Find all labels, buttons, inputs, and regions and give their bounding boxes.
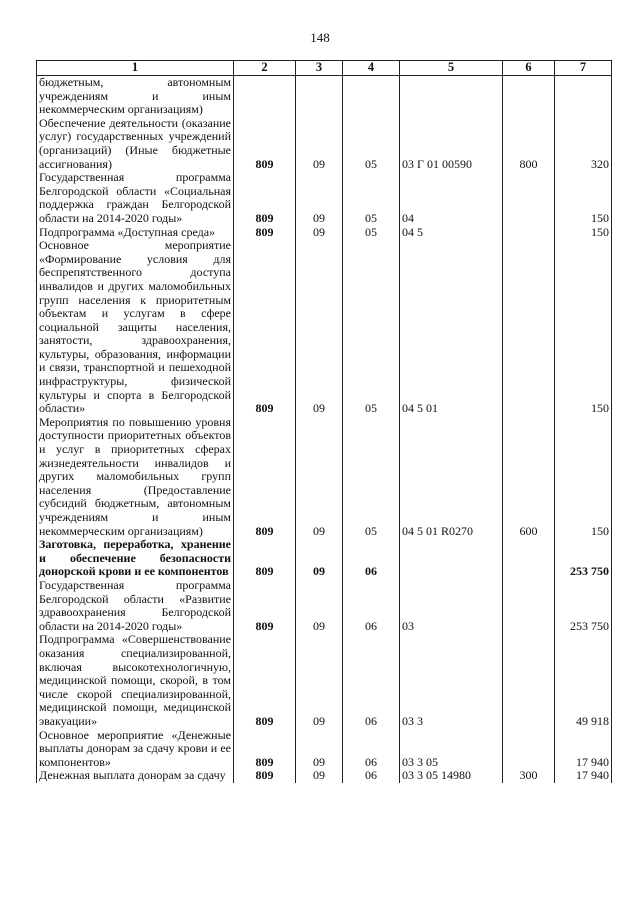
row-name-cell: Подпрограмма «Доступная среда» [37, 226, 234, 240]
row-rz-cell: 09 [296, 729, 343, 770]
row-csr-cell: 04 5 01 [400, 239, 503, 416]
row-rz-cell: 09 [296, 769, 343, 783]
row-rz-cell: 09 [296, 633, 343, 728]
row-gr-cell: 809 [234, 538, 296, 579]
row-csr-cell: 03 [400, 579, 503, 633]
table-row [37, 117, 612, 171]
row-csr-cell: 03 3 [400, 633, 503, 728]
column-header-4: 4 [343, 61, 400, 76]
column-header-1: 1 [37, 61, 234, 76]
row-vr-cell [503, 579, 555, 633]
row-vr-cell [503, 171, 555, 225]
row-rz-cell: 09 [296, 171, 343, 225]
row-sum-cell: 150 [555, 171, 612, 225]
row-name-cell: Подпрограмма «Совершенствование оказания специализированной, включая высокотехнологичную, медицинской помощи, скорой, в том числе скорой специализированной, медицинской помощи, медицинской эвакуации» [37, 633, 234, 728]
row-vr-cell [503, 226, 555, 240]
row-name-cell: Государственная программа Белгородской области «Социальная поддержка граждан Белгородской области на 2014-2020 годы» [37, 171, 234, 225]
row-vr-cell: 300 [503, 769, 555, 783]
row-sum-cell: 253 750 [555, 538, 612, 579]
table-row [37, 171, 612, 225]
row-csr-cell: 03 Г 01 00590 [400, 117, 503, 171]
row-vr-cell [503, 538, 555, 579]
row-csr-cell: 03 3 05 [400, 729, 503, 770]
table-header-row [37, 61, 612, 76]
row-pr-cell: 05 [343, 416, 400, 538]
row-gr-cell: 809 [234, 226, 296, 240]
row-gr-cell: 809 [234, 729, 296, 770]
row-gr-cell: 809 [234, 117, 296, 171]
row-vr-cell: 800 [503, 117, 555, 171]
row-pr-cell: 06 [343, 538, 400, 579]
row-rz-cell: 09 [296, 226, 343, 240]
row-sum-cell: 150 [555, 416, 612, 538]
row-sum-cell: 253 750 [555, 579, 612, 633]
table-row [37, 729, 612, 770]
row-name-cell: Денежная выплата донорам за сдачу [37, 769, 234, 783]
row-pr-cell: 06 [343, 633, 400, 728]
row-name-cell: Государственная программа Белгородской области «Развитие здравоохранения Белгородской области на 2014-2020 годы» [37, 579, 234, 633]
column-header-2: 2 [234, 61, 296, 76]
row-sum-cell [555, 76, 612, 117]
column-header-3: 3 [296, 61, 343, 76]
table-row [37, 633, 612, 728]
row-sum-cell: 17 940 [555, 729, 612, 770]
row-csr-cell: 04 5 01 R0270 [400, 416, 503, 538]
row-name-cell: Мероприятия по повышению уровня доступности приоритетных объектов и услуг в приоритетных сферах жизнедеятельности инвалидов и других маломобильных групп населения (Предоставление субсидий бюджетным, автономным учреждениям и иным некоммерческим организациям) [37, 416, 234, 538]
row-pr-cell: 06 [343, 769, 400, 783]
row-gr-cell: 809 [234, 769, 296, 783]
row-gr-cell: 809 [234, 416, 296, 538]
row-vr-cell [503, 633, 555, 728]
column-header-5: 5 [400, 61, 503, 76]
table-row [37, 579, 612, 633]
page-number: 148 [310, 30, 330, 45]
row-pr-cell: 05 [343, 171, 400, 225]
row-sum-cell: 49 918 [555, 633, 612, 728]
row-rz-cell [296, 76, 343, 117]
row-pr-cell: 05 [343, 239, 400, 416]
row-gr-cell: 809 [234, 239, 296, 416]
table-row [37, 416, 612, 538]
row-name-cell: Основное мероприятие «Денежные выплаты донорам за сдачу крови и ее компонентов» [37, 729, 234, 770]
row-rz-cell: 09 [296, 416, 343, 538]
row-vr-cell: 600 [503, 416, 555, 538]
table-body [37, 76, 612, 783]
row-csr-cell [400, 538, 503, 579]
row-pr-cell: 05 [343, 117, 400, 171]
table-row [37, 538, 612, 579]
row-vr-cell [503, 239, 555, 416]
row-pr-cell: 06 [343, 729, 400, 770]
row-sum-cell: 320 [555, 117, 612, 171]
row-rz-cell: 09 [296, 117, 343, 171]
table-row [37, 769, 612, 783]
row-name-cell: бюджетным, автономным учреждениям и иным некоммерческим организациям) [37, 76, 234, 117]
row-csr-cell: 04 [400, 171, 503, 225]
table-row [37, 239, 612, 416]
row-name-cell: Основное мероприятие «Формирование условия для беспрепятственного доступа инвалидов и других маломобильных групп населения к приоритетным объектам и услугам в сфере социальной защиты населения, занятости, здравоохранения, культуры, образования, информации и связи, транспортной и пешеходной инфраструктуры, физической культуры и спорта в Белгородской области» [37, 239, 234, 416]
row-gr-cell: 809 [234, 579, 296, 633]
table-row [37, 226, 612, 240]
row-gr-cell [234, 76, 296, 117]
row-rz-cell: 09 [296, 579, 343, 633]
row-name-cell: Обеспечение деятельности (оказание услуг) государственных учреждений (организаций) (Иные бюджетные ассигнования) [37, 117, 234, 171]
budget-table [36, 60, 612, 783]
row-sum-cell: 17 940 [555, 769, 612, 783]
row-csr-cell: 03 3 05 14980 [400, 769, 503, 783]
row-sum-cell: 150 [555, 239, 612, 416]
row-gr-cell: 809 [234, 171, 296, 225]
column-header-7: 7 [555, 61, 612, 76]
row-name-cell: Заготовка, переработка, хранение и обеспечение безопасности донорской крови и ее компонентов [37, 538, 234, 579]
row-gr-cell: 809 [234, 633, 296, 728]
column-header-6: 6 [503, 61, 555, 76]
row-csr-cell: 04 5 [400, 226, 503, 240]
row-pr-cell [343, 76, 400, 117]
row-rz-cell: 09 [296, 239, 343, 416]
row-vr-cell [503, 76, 555, 117]
row-vr-cell [503, 729, 555, 770]
row-pr-cell: 06 [343, 579, 400, 633]
table-row [37, 76, 612, 117]
row-pr-cell: 05 [343, 226, 400, 240]
row-sum-cell: 150 [555, 226, 612, 240]
row-csr-cell [400, 76, 503, 117]
row-rz-cell: 09 [296, 538, 343, 579]
